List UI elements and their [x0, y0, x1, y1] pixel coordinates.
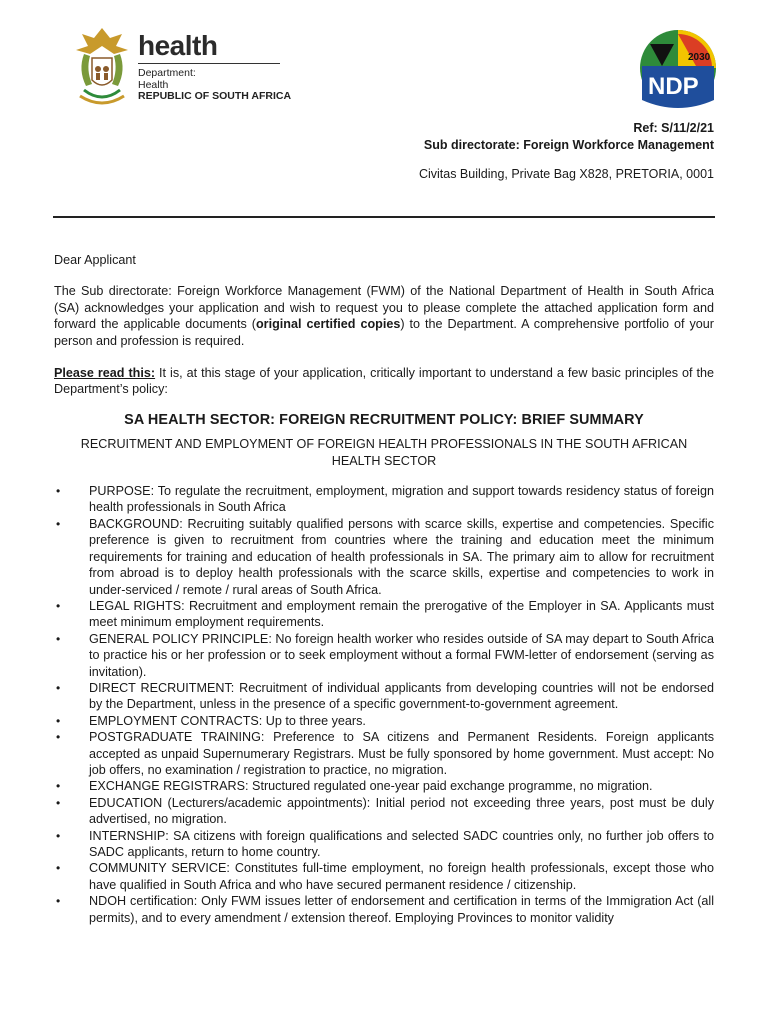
policy-title: SA HEALTH SECTOR: FOREIGN RECRUITMENT POLICY: BRIEF SUMMARY	[124, 411, 644, 428]
brand-title: health	[138, 30, 218, 61]
bullet-icon: •	[56, 516, 61, 531]
list-item: • COMMUNITY SERVICE: Constitutes full-time employment, no foreign health professionals, except those who have qualified in South Africa and who have secured permanent residence / citizenship.	[56, 861, 714, 892]
please-read-paragraph	[54, 365, 714, 398]
intro-bold: original certified copies	[255, 317, 401, 332]
list-item: • POSTGRADUATE TRAINING: Preference to SA citizens and Permanent Residents. Foreign applicants accepted as unpaid Supernumerary Registrars. Must be fully sponsored by home government. Must accept: No job offers, no examination / registration to practice, no migration.	[56, 730, 714, 777]
greeting: Dear Applicant	[54, 253, 136, 267]
list-item: • EXCHANGE REGISTRARS: Structured regulated one-year paid exchange programme, no migration.	[56, 779, 653, 794]
coat-of-arms-icon	[70, 24, 134, 108]
subdirectorate: Sub directorate: Foreign Workforce Management	[423, 138, 714, 152]
ndp-text: NDP	[648, 73, 699, 100]
intro-paragraph	[54, 283, 714, 349]
reference-number: Ref: S/11/2/21	[633, 121, 714, 135]
brand-line-health: Health	[138, 78, 169, 91]
list-item: • DIRECT RECRUITMENT: Recruitment of individual applicants from developing countries will not be endorsed by the Department, unless in the presence of a specific government-to-government agreement.	[56, 680, 714, 712]
bullet-icon: •	[56, 894, 61, 909]
letterhead	[0, 0, 770, 120]
postal-address: Civitas Building, Private Bag X828, PRETORIA, 0001	[418, 167, 714, 181]
header-divider	[53, 216, 715, 218]
list-item: • GENERAL POLICY PRINCIPLE: No foreign health worker who resides outside of SA may depart to South Africa to practice his or her profession or to seek employment without a formal FWM-letter of endorsement (serving as invitation).	[56, 631, 714, 679]
bullet-icon: •	[56, 484, 61, 499]
brand-department	[138, 68, 291, 103]
ndp-year: 2030	[688, 52, 711, 63]
list-item: • INTERNSHIP: SA citizens with foreign qualifications and selected SADC countries only, no further job offers to SADC applicants, return to home country.	[56, 828, 714, 859]
brand-rule	[138, 63, 280, 64]
intro-text-2: ) to the Department. A comprehensive portfolio of your person and profession is required.	[54, 317, 714, 348]
policy-subtitle: RECRUITMENT AND EMPLOYMENT OF FOREIGN HEALTH PROFESSIONALS IN THE SOUTH AFRICAN HEALTH SECTOR	[80, 437, 688, 468]
bullet-icon: •	[56, 730, 61, 745]
list-item: • EDUCATION (Lecturers/academic appointments): Initial period not exceeding three years, post must be duly advertised, no migration.	[56, 795, 714, 827]
letter-body	[54, 252, 714, 926]
list-item: • LEGAL RIGHTS: Recruitment and employment remain the prerogative of the Employer in SA. Applicants must meet minimum employment requirements.	[56, 598, 714, 630]
brand-line-department: Department:	[138, 67, 196, 79]
list-item: • EMPLOYMENT CONTRACTS: Up to three years.	[56, 713, 366, 728]
list-item: • PURPOSE: To regulate the recruitment, employment, migration and support towards residency status of foreign health professionals in South Africa	[56, 484, 714, 515]
bullet-icon: •	[56, 828, 61, 843]
list-item: • BACKGROUND: Recruiting suitably qualified persons with scarce skills, expertise and competencies. Specific preference is given to recruitment from countries where the training and education meet the minimum requirements for training and education of health professionals in SA. The primary aim to allow for recruitment from abroad is to deploy health professionals with the scarce skills, expertise and competencies to work in under-serviced / remote / rural areas of South Africa.	[56, 516, 714, 597]
please-read-text: It is, at this stage of your application, critically important to understand a few basic principles of the Department’s policy:	[54, 366, 714, 397]
bullet-icon: •	[56, 598, 61, 613]
intro-text-1: The Sub directorate: Foreign Workforce Management (FWM) of the National Department of Health in South Africa (SA) acknowledges your application and wish to request you to please complete the attached application form and forward the applicable documents (	[54, 284, 714, 332]
bullet-icon: •	[56, 713, 61, 728]
list-item: • NDOH certification: Only FWM issues letter of endorsement and certification in terms of the Immigration Act (all permits), and to every amendment / extension thereof. Employing Provinces to monitor validity	[56, 894, 714, 925]
bullet-icon: •	[56, 861, 61, 876]
brand-line-country: REPUBLIC OF SOUTH AFRICA	[138, 90, 292, 102]
bullet-icon: •	[56, 795, 61, 810]
policy-points	[54, 483, 714, 926]
reference-block	[419, 120, 714, 183]
please-read-label: Please read this:	[54, 366, 156, 381]
bullet-icon: •	[56, 680, 61, 695]
bullet-icon: •	[56, 631, 61, 646]
bullet-icon: •	[56, 779, 61, 794]
ndp-logo-icon	[636, 26, 720, 110]
